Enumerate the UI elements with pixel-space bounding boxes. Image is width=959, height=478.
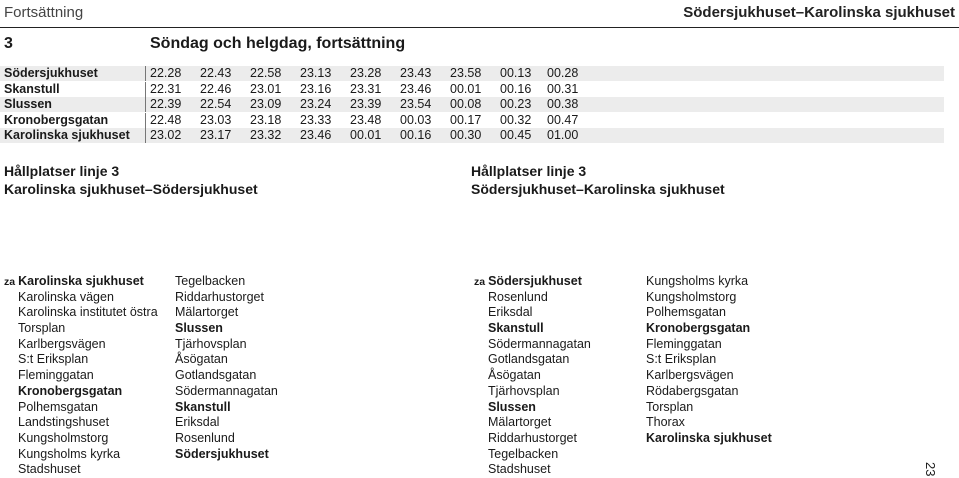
stop-list-item	[4, 384, 158, 400]
timetable-stop: Skanstull	[4, 81, 60, 96]
timetable-row	[0, 97, 944, 112]
stop-name: Södermannagatan	[488, 336, 591, 351]
stop-name: Karlbergsvägen	[18, 336, 106, 351]
departure-time: 23.02	[150, 128, 182, 142]
stop-name: Karolinska sjukhuset	[646, 430, 772, 445]
stop-list-item	[175, 431, 278, 447]
stop-list-item	[646, 337, 772, 353]
departure-time: 23.33	[300, 112, 332, 127]
stops-left-column-1	[4, 274, 158, 478]
stop-list-item	[646, 321, 772, 337]
timetable-separator	[145, 66, 146, 81]
timetable-stop: Karolinska sjukhuset	[4, 128, 130, 142]
stop-name: Kronobergsgatan	[18, 383, 123, 398]
timetable-row	[0, 66, 944, 81]
stop-list-item	[175, 337, 278, 353]
route-label: Södersjukhuset–Karolinska sjukhuset	[683, 4, 955, 21]
stop-list-item	[646, 274, 772, 290]
departure-time: 23.09	[250, 97, 282, 111]
departure-time: 00.13	[500, 66, 532, 80]
stop-name: Tjärhovsplan	[488, 383, 560, 398]
departure-time: 23.24	[300, 97, 332, 111]
departure-time: 00.16	[400, 128, 432, 142]
departure-time: 00.23	[500, 97, 532, 111]
stop-name: Skanstull	[488, 321, 544, 336]
departure-time: 23.01	[250, 81, 282, 96]
stop-name: Mälartorget	[488, 415, 552, 430]
stop-list-item	[4, 447, 158, 463]
stop-name: Torsplan	[18, 321, 66, 336]
timetable-stop: Slussen	[4, 97, 52, 111]
stop-list-item	[4, 462, 158, 478]
stop-list-item	[4, 274, 158, 290]
stops-heading-right	[471, 162, 725, 198]
departure-time: 23.43	[400, 66, 432, 80]
departure-time: 22.39	[150, 97, 182, 111]
timetable-row	[0, 113, 944, 128]
stop-name: Fleminggatan	[646, 336, 722, 351]
stop-name: Gotlandsgatan	[175, 368, 257, 383]
stops-heading-left-line2: Karolinska sjukhuset–Södersjukhuset	[4, 181, 258, 197]
stop-list-item	[474, 368, 591, 384]
timetable-stop: Kronobergsgatan	[4, 112, 109, 127]
timetable-row	[0, 128, 944, 143]
header-divider	[0, 27, 959, 28]
stop-list-item	[646, 352, 772, 368]
departure-time: 23.32	[250, 128, 282, 142]
stops-heading-right-line2: Södersjukhuset–Karolinska sjukhuset	[471, 181, 725, 197]
departure-time: 00.03	[400, 112, 432, 127]
stop-name: Karolinska vägen	[18, 289, 114, 304]
stop-list-item	[4, 368, 158, 384]
stop-list-item	[474, 384, 591, 400]
section-label: Fortsättning	[4, 4, 84, 21]
departure-time: 00.38	[547, 97, 579, 111]
stop-name: Kungsholms kyrka	[18, 446, 121, 461]
stop-name: Stadshuset	[18, 462, 81, 477]
stop-name: Skanstull	[175, 399, 231, 414]
timetable-separator	[145, 82, 146, 97]
departure-time: 00.16	[500, 81, 532, 96]
stop-name: Riddarhustorget	[488, 430, 577, 445]
timetable-separator	[145, 128, 146, 143]
stop-name: Södermannagatan	[175, 383, 278, 398]
departure-time: 00.30	[450, 128, 482, 142]
departure-time: 00.01	[450, 81, 482, 96]
timetable-separator	[145, 113, 146, 128]
departure-time: 01.00	[547, 128, 579, 142]
stop-list-item	[175, 305, 278, 321]
stop-list-item	[646, 290, 772, 306]
departure-time: 23.58	[450, 66, 482, 80]
stop-name: Polhemsgatan	[646, 305, 726, 320]
stop-name: Karlbergsvägen	[646, 368, 734, 383]
stop-name: Stadshuset	[488, 462, 551, 477]
departure-time: 22.58	[250, 66, 282, 80]
stop-name: Rosenlund	[488, 289, 548, 304]
stop-name: Gotlandsgatan	[488, 352, 570, 367]
departure-time: 23.16	[300, 81, 332, 96]
departure-time: 23.17	[200, 128, 232, 142]
stops-heading-left	[4, 162, 258, 198]
stops-left-column-2	[175, 274, 278, 462]
stop-list-item	[4, 321, 158, 337]
za-marker: za	[474, 276, 486, 288]
stops-heading-right-line1: Hållplatser linje 3	[471, 163, 587, 179]
stop-list-item	[474, 447, 591, 463]
departure-time: 00.17	[450, 112, 482, 127]
stop-name: Kronobergsgatan	[646, 321, 751, 336]
departure-time: 00.47	[547, 112, 579, 127]
stops-right-column-1	[474, 274, 591, 478]
stop-name: Eriksdal	[175, 415, 220, 430]
stop-name: Slussen	[175, 321, 223, 336]
stop-list-item	[474, 321, 591, 337]
stop-list-item	[474, 337, 591, 353]
departure-time: 23.03	[200, 112, 232, 127]
departure-time: 23.48	[350, 112, 382, 127]
timetable-row	[0, 82, 944, 97]
page-number: 23	[923, 462, 938, 477]
departure-time: 22.54	[200, 97, 232, 111]
departure-time: 23.54	[400, 97, 432, 111]
stop-list-item	[646, 368, 772, 384]
stop-list-item	[646, 415, 772, 431]
departure-time: 22.46	[200, 81, 232, 96]
departure-time: 22.28	[150, 66, 182, 80]
stop-list-item	[474, 415, 591, 431]
stop-list-item	[474, 274, 591, 290]
stop-name: Kungsholms kyrka	[646, 274, 749, 288]
stop-name: Torsplan	[646, 399, 694, 414]
stop-list-item	[646, 431, 772, 447]
stop-name: S:t Eriksplan	[646, 352, 717, 367]
stop-name: Eriksdal	[488, 305, 533, 320]
stop-list-item	[175, 274, 278, 290]
stop-list-item	[646, 305, 772, 321]
stop-list-item	[646, 384, 772, 400]
stop-list-item	[646, 400, 772, 416]
stop-name: Karolinska institutet östra	[18, 305, 158, 320]
departure-time: 00.01	[350, 128, 382, 142]
stop-list-item	[474, 305, 591, 321]
stop-name: Kungsholmstorg	[18, 430, 109, 445]
stop-list-item	[474, 400, 591, 416]
stop-name: S:t Eriksplan	[18, 352, 89, 367]
stops-heading-left-line1: Hållplatser linje 3	[4, 163, 120, 179]
departure-time: 22.48	[150, 112, 182, 127]
departure-time: 22.31	[150, 81, 182, 96]
departure-time: 00.28	[547, 66, 579, 80]
stop-list-item	[175, 368, 278, 384]
timetable-stop: Södersjukhuset	[4, 66, 98, 80]
stop-name: Tjärhovsplan	[175, 336, 247, 351]
stop-list-item	[175, 352, 278, 368]
timetable-separator	[145, 97, 146, 112]
stop-name: Karolinska sjukhuset	[18, 274, 144, 288]
departure-time: 22.43	[200, 66, 232, 80]
departure-time: 00.08	[450, 97, 482, 111]
day-title: Söndag och helgdag, fortsättning	[150, 35, 406, 52]
route-number: 3	[4, 35, 13, 52]
stop-list-item	[175, 400, 278, 416]
stop-name: Tegelbacken	[175, 274, 246, 288]
departure-time: 23.46	[300, 128, 332, 142]
stop-name: Fleminggatan	[18, 368, 94, 383]
departure-time: 00.45	[500, 128, 532, 142]
stop-list-item	[4, 431, 158, 447]
stop-name: Thorax	[646, 415, 685, 430]
stop-list-item	[4, 305, 158, 321]
stop-list-item	[474, 352, 591, 368]
stop-list-item	[175, 384, 278, 400]
stop-name: Tegelbacken	[488, 446, 559, 461]
stop-name: Åsögatan	[488, 368, 541, 383]
stop-name: Polhemsgatan	[18, 399, 98, 414]
stop-name: Åsögatan	[175, 352, 228, 367]
stop-list-item	[4, 415, 158, 431]
departure-time: 00.31	[547, 81, 579, 96]
stop-list-item	[4, 352, 158, 368]
stop-list-item	[4, 400, 158, 416]
stop-list-item	[474, 290, 591, 306]
stop-name: Kungsholmstorg	[646, 289, 737, 304]
stop-list-item	[175, 321, 278, 337]
stop-list-item	[474, 431, 591, 447]
departure-time: 23.28	[350, 66, 382, 80]
stop-name: Södersjukhuset	[488, 274, 582, 288]
stop-name: Rosenlund	[175, 430, 235, 445]
stop-list-item	[4, 337, 158, 353]
departure-time: 23.39	[350, 97, 382, 111]
stop-list-item	[474, 462, 591, 478]
departure-time: 23.46	[400, 81, 432, 96]
stop-name: Riddarhustorget	[175, 289, 264, 304]
za-marker: za	[4, 276, 16, 288]
departure-time: 23.18	[250, 112, 282, 127]
departure-time: 00.32	[500, 112, 532, 127]
stop-list-item	[175, 447, 278, 463]
stop-name: Rödabergsgatan	[646, 383, 739, 398]
departure-time: 23.13	[300, 66, 332, 80]
stops-right-column-2	[646, 274, 772, 447]
stop-name: Landstingshuset	[18, 415, 110, 430]
stop-name: Slussen	[488, 399, 536, 414]
stop-name: Mälartorget	[175, 305, 239, 320]
stop-list-item	[175, 415, 278, 431]
stop-name: Södersjukhuset	[175, 446, 269, 461]
stop-list-item	[4, 290, 158, 306]
stop-list-item	[175, 290, 278, 306]
departure-time: 23.31	[350, 81, 382, 96]
